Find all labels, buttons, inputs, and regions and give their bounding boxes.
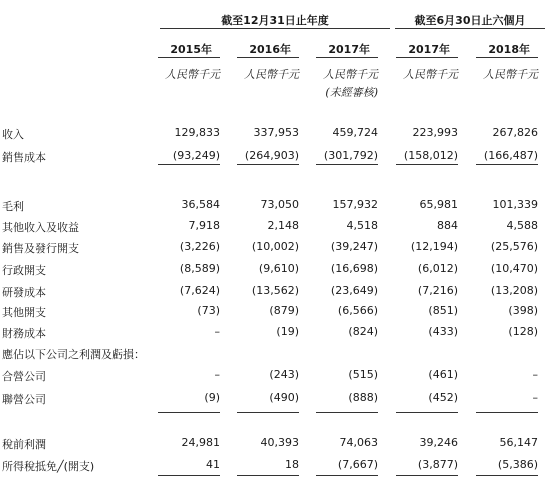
row-value: (879) — [269, 304, 299, 317]
row-value: (19) — [276, 325, 299, 338]
row-value: – — [214, 368, 220, 381]
row-value: 223,993 — [412, 126, 458, 139]
row-value: 267,826 — [492, 126, 538, 139]
row-value: 459,724 — [332, 126, 378, 139]
subtotal-rule-3 — [316, 164, 378, 165]
row-label: 稅前利潤 — [2, 438, 46, 451]
row-value: – — [532, 368, 538, 381]
year-header-4: 2017年 — [408, 43, 450, 56]
row-value: (7,216) — [417, 284, 458, 297]
row-value: (23,649) — [330, 284, 378, 297]
row-label: 所得稅抵免╱(開支) — [2, 460, 95, 473]
year-rule-1 — [158, 57, 220, 58]
unit-label-4: 人民幣千元 — [403, 68, 458, 81]
row-value: (10,002) — [251, 240, 299, 253]
year-header-1: 2015年 — [170, 43, 212, 56]
row-value: (25,576) — [490, 240, 538, 253]
year-header-2: 2016年 — [249, 43, 291, 56]
row-value: (7,667) — [337, 458, 378, 471]
row-value: (5,386) — [497, 458, 538, 471]
unaudited-note: (未經審核) — [325, 86, 378, 99]
row-label: 行政開支 — [2, 264, 46, 277]
row-value: (73) — [197, 304, 220, 317]
row-value: (93,249) — [172, 149, 220, 162]
row-label: 合營公司 — [2, 370, 46, 383]
row-value: (3,226) — [179, 240, 220, 253]
row-value: 56,147 — [499, 436, 538, 449]
row-value: 2,148 — [267, 219, 299, 232]
row-value: (8,589) — [179, 262, 220, 275]
row-value: (824) — [348, 325, 378, 338]
row-value: (39,247) — [330, 240, 378, 253]
row-label: 銷售成本 — [2, 151, 46, 164]
row-label: 應佔以下公司之利潤及虧損： — [2, 348, 145, 361]
tax-rule-4 — [396, 475, 458, 476]
row-value: (128) — [508, 325, 538, 338]
row-value: 157,932 — [332, 198, 378, 211]
header-group-annual-rule — [160, 28, 390, 29]
row-value: (264,903) — [244, 149, 299, 162]
row-value: 40,393 — [260, 436, 299, 449]
row-value: (515) — [348, 368, 378, 381]
header-group-halfyear: 截至6月30日止六個月 — [414, 14, 526, 27]
row-value: 36,584 — [181, 198, 220, 211]
subtotal-rule-4 — [396, 164, 458, 165]
tax-rule-5 — [476, 475, 538, 476]
subtotal-rule-5 — [476, 164, 538, 165]
row-label: 收入 — [2, 128, 24, 141]
row-value: (158,012) — [403, 149, 458, 162]
tax-rule-1 — [158, 475, 220, 476]
row-value: (888) — [348, 391, 378, 404]
row-value: 65,981 — [419, 198, 458, 211]
row-value: (7,624) — [179, 284, 220, 297]
row-value: 18 — [285, 458, 299, 471]
row-value: 24,981 — [181, 436, 220, 449]
associate-rule-2 — [237, 412, 299, 413]
row-value: (461) — [428, 368, 458, 381]
row-value: 129,833 — [174, 126, 220, 139]
row-label: 研發成本 — [2, 286, 46, 299]
row-value: (13,562) — [251, 284, 299, 297]
row-value: (851) — [428, 304, 458, 317]
year-rule-4 — [396, 57, 458, 58]
row-value: (398) — [508, 304, 538, 317]
row-value: 4,518 — [346, 219, 378, 232]
row-value: (301,792) — [323, 149, 378, 162]
year-rule-3 — [316, 57, 378, 58]
tax-rule-3 — [316, 475, 378, 476]
row-value: (6,012) — [417, 262, 458, 275]
row-value: 337,953 — [253, 126, 299, 139]
row-label: 銷售及發行開支 — [2, 242, 79, 255]
unit-label-2: 人民幣千元 — [244, 68, 299, 81]
row-value: (16,698) — [330, 262, 378, 275]
row-value: 7,918 — [188, 219, 220, 232]
row-label: 聯營公司 — [2, 393, 46, 406]
subtotal-rule-2 — [237, 164, 299, 165]
row-value: 41 — [206, 458, 220, 471]
row-value: – — [532, 391, 538, 404]
associate-rule-5 — [476, 412, 538, 413]
row-value: (9) — [204, 391, 220, 404]
row-value: 74,063 — [339, 436, 378, 449]
year-rule-5 — [476, 57, 538, 58]
associate-rule-1 — [158, 412, 220, 413]
row-value: (433) — [428, 325, 458, 338]
row-value: 4,588 — [506, 219, 538, 232]
row-label: 毛利 — [2, 200, 24, 213]
row-label: 其他開支 — [2, 306, 46, 319]
row-value: 73,050 — [260, 198, 299, 211]
row-value: (9,610) — [258, 262, 299, 275]
row-label: 財務成本 — [2, 327, 46, 340]
row-value: (6,566) — [337, 304, 378, 317]
row-value: (243) — [269, 368, 299, 381]
row-value: 884 — [437, 219, 458, 232]
row-value: (490) — [269, 391, 299, 404]
row-value: 39,246 — [419, 436, 458, 449]
unit-label-1: 人民幣千元 — [165, 68, 220, 81]
year-rule-2 — [237, 57, 299, 58]
row-value: (3,877) — [417, 458, 458, 471]
row-value: (13,208) — [490, 284, 538, 297]
unit-label-5: 人民幣千元 — [483, 68, 538, 81]
associate-rule-3 — [316, 412, 378, 413]
year-header-5: 2018年 — [488, 43, 530, 56]
row-value: (452) — [428, 391, 458, 404]
row-value: (10,470) — [490, 262, 538, 275]
row-value: 101,339 — [492, 198, 538, 211]
header-group-annual: 截至12月31日止年度 — [221, 14, 329, 27]
row-value: (166,487) — [483, 149, 538, 162]
row-value: – — [214, 325, 220, 338]
year-header-3: 2017年 — [328, 43, 370, 56]
header-group-halfyear-rule — [395, 28, 545, 29]
unit-label-3: 人民幣千元 — [323, 68, 378, 81]
row-value: (12,194) — [410, 240, 458, 253]
subtotal-rule-1 — [158, 164, 220, 165]
associate-rule-4 — [396, 412, 458, 413]
row-label: 其他收入及收益 — [2, 221, 79, 234]
tax-rule-2 — [237, 475, 299, 476]
